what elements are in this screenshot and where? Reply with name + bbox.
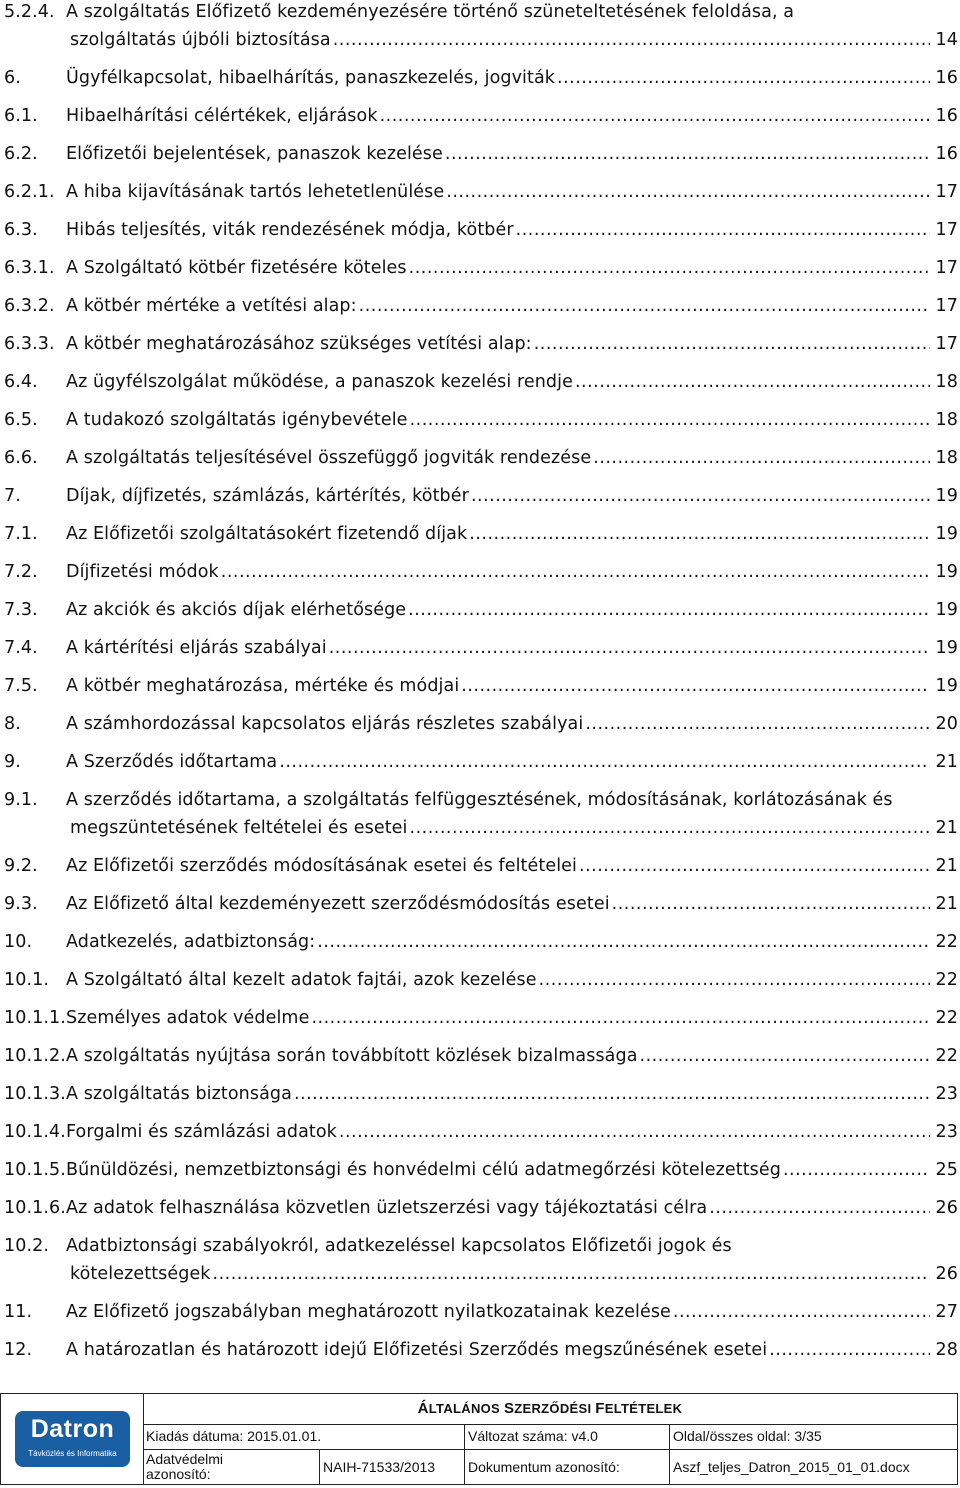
toc-entry-number: 7.2. — [4, 562, 38, 582]
toc-entry-title — [66, 966, 958, 994]
toc-entry-text: Hibás teljesítés, viták rendezésének módja, kötbér — [66, 220, 514, 240]
toc-entry-page: 22 — [935, 1008, 958, 1028]
privacy-id: NAIH-71533/2013 — [320, 1449, 465, 1484]
toc-entry-page: 27 — [935, 1302, 958, 1322]
toc-entry-text: A szolgáltatás teljesítésével összefüggő jogviták rendezése — [66, 448, 592, 468]
dot-leader — [333, 26, 930, 54]
toc-entry-title — [66, 748, 958, 776]
toc-entry-text: A számhordozással kapcsolatos eljárás részletes szabályai — [66, 714, 584, 734]
toc-entry-number: 10.2. — [4, 1236, 50, 1256]
toc-entry-title — [66, 406, 958, 434]
toc-entry-number: 10.1.2. — [4, 1046, 66, 1066]
toc-entry-title — [66, 64, 958, 92]
toc-entry-title — [66, 368, 958, 396]
toc-entry-text: Díjak, díjfizetés, számlázás, kártérítés, kötbér — [66, 486, 469, 506]
toc-entry-text-line: A szerződés időtartama, a szolgáltatás felfüggesztésének, módosításának, korlátozásának és — [66, 790, 893, 810]
dot-leader — [317, 928, 929, 956]
toc-entry-page: 19 — [935, 562, 958, 582]
toc-entry-page: 18 — [935, 410, 958, 430]
toc-entry-text: Ügyfélkapcsolat, hibaelhárítás, panaszkezelés, jogviták — [66, 68, 556, 88]
toc-entry-page: 21 — [935, 752, 958, 772]
toc-entry-title — [66, 596, 958, 624]
toc-entry-number: 9.1. — [4, 790, 38, 810]
footer-row-2 — [143, 1449, 957, 1484]
dot-leader — [445, 140, 930, 168]
toc-entry-page: 21 — [935, 818, 958, 838]
toc-entry-text: A kötbér meghatározásához szükséges vetítési alap: — [66, 334, 532, 354]
toc-entry-text: A Szolgáltató kötbér fizetésére köteles — [66, 258, 407, 278]
dot-leader — [516, 216, 930, 244]
toc-entry-title — [66, 558, 958, 586]
toc-entry-title — [66, 140, 958, 168]
toc-entry-page: 22 — [935, 970, 958, 990]
toc-entry-title — [66, 1194, 958, 1222]
dot-leader — [783, 1156, 930, 1184]
toc-entry-text: Az adatok felhasználása közvetlen üzletszerzési vagy tájékoztatási célra — [66, 1198, 708, 1218]
toc-entry-number: 6.2. — [4, 144, 38, 164]
toc-entry-number: 10.1.5. — [4, 1160, 66, 1180]
toc-entry-number: 10. — [4, 932, 33, 952]
toc-entry-text: Bűnüldözési, nemzetbiztonsági és honvédelmi célú adatmegőrzési kötelezettség — [66, 1160, 781, 1180]
toc-entry-text: Az akciók és akciós díjak elérhetősége — [66, 600, 407, 620]
toc-entry-title — [66, 444, 958, 472]
privacy-label — [143, 1449, 320, 1484]
dot-leader — [471, 482, 930, 510]
toc-entry-text: Az Előfizetői szolgáltatásokért fizetendő díjak — [66, 524, 468, 544]
toc-entry-text: A kötbér mértéke a vetítési alap: — [66, 296, 357, 316]
toc-entry-number: 6.6. — [4, 448, 38, 468]
dot-leader — [339, 1118, 930, 1146]
toc-entry-title — [66, 786, 958, 842]
toc-entry-text: A Szolgáltató által kezelt adatok fajtái, azok kezelése — [66, 970, 537, 990]
toc-entry-page: 22 — [935, 932, 958, 952]
toc-entry-number: 7.1. — [4, 524, 38, 544]
toc-entry-number: 10.1. — [4, 970, 50, 990]
toc-entry-page: 23 — [935, 1084, 958, 1104]
datron-logo — [15, 1411, 130, 1467]
toc-entry-number: 6.2.1. — [4, 182, 55, 202]
toc-entry-page: 17 — [935, 220, 958, 240]
logo-tagline: Távközlés és Informatika — [28, 1449, 117, 1458]
toc-entry-page: 26 — [935, 1198, 958, 1218]
toc-entry-text: Az Előfizetői szerződés módosításának esetei és feltételei — [66, 856, 578, 876]
toc-entry-text: Adatkezelés, adatbiztonság: — [66, 932, 316, 952]
dot-leader — [539, 966, 930, 994]
toc-entry-text: Személyes adatok védelme — [66, 1008, 310, 1028]
toc-entry-number: 6.4. — [4, 372, 38, 392]
dot-leader — [769, 1336, 929, 1364]
dot-leader — [640, 1042, 930, 1070]
dot-leader — [446, 178, 929, 206]
dot-leader — [709, 1194, 929, 1222]
toc-entry-text: kötelezettségek — [70, 1264, 211, 1284]
toc-entry-title — [66, 1118, 958, 1146]
toc-entry-text: A Szerződés időtartama — [66, 752, 278, 772]
toc-entry-number: 9.2. — [4, 856, 38, 876]
toc-entry-number: 7.5. — [4, 676, 38, 696]
toc-entry-title — [66, 482, 958, 510]
toc-entry-number: 6.5. — [4, 410, 38, 430]
toc-entry-page: 18 — [935, 372, 958, 392]
toc-entry-page: 17 — [935, 182, 958, 202]
toc-entry-page: 20 — [935, 714, 958, 734]
toc-entry-title — [66, 672, 958, 700]
logo-brand: Datron — [30, 1415, 115, 1443]
toc-entry-number: 7.4. — [4, 638, 38, 658]
toc-entry-text: megszüntetésének feltételei és esetei — [70, 818, 408, 838]
dot-leader — [221, 558, 930, 586]
toc-entry-text: Hibaelhárítási célértékek, eljárások — [66, 106, 378, 126]
toc-entry-title — [66, 178, 958, 206]
toc-entry-number: 12. — [4, 1340, 33, 1360]
toc-entry-text: A kötbér meghatározása, mértéke és módjai — [66, 676, 460, 696]
issue-date: Kiadás dátuma: 2015.01.01. — [143, 1424, 465, 1449]
toc-entry-number: 9.3. — [4, 894, 38, 914]
dot-leader — [585, 710, 929, 738]
toc-entry-title — [66, 928, 958, 956]
dot-leader — [593, 444, 929, 472]
dot-leader — [311, 1004, 929, 1032]
toc-entry-number: 10.1.4. — [4, 1122, 66, 1142]
dot-leader — [461, 672, 929, 700]
footer-row-1 — [143, 1424, 957, 1450]
toc-entry-text: Forgalmi és számlázási adatok — [66, 1122, 337, 1142]
dot-leader — [294, 1080, 930, 1108]
toc-entry-page: 18 — [935, 448, 958, 468]
toc-entry-page: 23 — [935, 1122, 958, 1142]
toc-entry-title — [66, 254, 958, 282]
toc-entry-number: 11. — [4, 1302, 33, 1322]
toc-entry-page: 16 — [935, 68, 958, 88]
page-footer — [0, 1393, 958, 1485]
toc-entry-number: 10.1.6. — [4, 1198, 66, 1218]
dot-leader — [359, 292, 930, 320]
toc-entry-title — [66, 710, 958, 738]
toc-entry-page: 14 — [935, 30, 958, 50]
toc-entry-title — [66, 216, 958, 244]
page-count: Oldal/összes oldal: 3/35 — [673, 1428, 822, 1444]
document-id: Aszf_teljes_Datron_2015_01_01.docx — [673, 1458, 910, 1475]
document-id-label: Dokumentum azonosító: — [465, 1449, 670, 1484]
dot-leader — [557, 64, 930, 92]
toc-entry-number: 6. — [4, 68, 21, 88]
toc-entry-title — [66, 520, 958, 548]
toc-entry-title — [66, 1004, 958, 1032]
toc-entry-text: A szolgáltatás nyújtása során továbbított közlések bizalmassága — [66, 1046, 638, 1066]
dot-leader — [279, 748, 929, 776]
toc-entry-title — [66, 1080, 958, 1108]
toc-entry-page: 19 — [935, 638, 958, 658]
toc-entry-text: A szolgáltatás biztonsága — [66, 1084, 292, 1104]
toc-entry-text: Előfizetői bejelentések, panaszok kezelése — [66, 144, 443, 164]
toc-entry-page: 16 — [935, 144, 958, 164]
toc-entry-page: 21 — [935, 856, 958, 876]
toc-entry-text: A határozatlan és határozott idejű Előfizetési Szerződés megszűnésének esetei — [66, 1340, 768, 1360]
toc-entry-page: 17 — [935, 334, 958, 354]
dot-leader — [534, 330, 930, 358]
toc-entry-text: Az ügyfélszolgálat működése, a panaszok kezelési rendje — [66, 372, 573, 392]
toc-entry-text: A hiba kijavításának tartós lehetetlenülése — [66, 182, 445, 202]
dot-leader — [213, 1260, 930, 1288]
toc-entry-text: Az Előfizető jogszabályban meghatározott nyilatkozatainak kezelése — [66, 1302, 671, 1322]
toc-entry-page: 19 — [935, 676, 958, 696]
toc-entry-page: 28 — [935, 1340, 958, 1360]
toc-entry-number: 10.1.1. — [4, 1008, 66, 1028]
toc-entry-text: A kártérítési eljárás szabályai — [66, 638, 327, 658]
toc-entry-title — [66, 1042, 958, 1070]
privacy-label-text: Adatvédelmi azonosító: — [146, 1450, 224, 1482]
toc-entry-number: 10.1.3. — [4, 1084, 66, 1104]
toc-entry-title — [66, 634, 958, 662]
toc-entry-page: 19 — [935, 486, 958, 506]
dot-leader — [673, 1298, 930, 1326]
toc-entry-title — [66, 1156, 958, 1184]
toc-entry-number: 6.1. — [4, 106, 38, 126]
toc-entry-number: 8. — [4, 714, 21, 734]
toc-entry-text-line: Adatbiztonsági szabályokról, adatkezeléssel kapcsolatos Előfizetői jogok és — [66, 1236, 732, 1256]
toc-entry-page: 19 — [935, 524, 958, 544]
toc-entry-title — [66, 1298, 958, 1326]
toc-entry-title — [66, 1232, 958, 1288]
dot-leader — [380, 102, 930, 130]
toc-entry-number: 6.3.1. — [4, 258, 55, 278]
version: Változat száma: v4.0 — [465, 1424, 670, 1449]
toc-entry-title — [66, 102, 958, 130]
toc-entry-title — [66, 1336, 958, 1364]
toc-entry-page: 21 — [935, 894, 958, 914]
toc-entry-number: 6.3.3. — [4, 334, 55, 354]
toc-entry-number: 5.2.4. — [4, 2, 55, 22]
footer-title: ÁLTALÁNOS SZERZŐDÉSI FELTÉTELEK — [143, 1394, 957, 1425]
toc-entry-text-line: A szolgáltatás Előfizető kezdeményezésére történő szüneteltetésének feloldása, a — [66, 2, 795, 22]
dot-leader — [408, 596, 929, 624]
dot-leader — [469, 520, 929, 548]
dot-leader — [612, 890, 930, 918]
toc-entry-title — [66, 330, 958, 358]
dot-leader — [409, 254, 930, 282]
toc-entry-text: Díjfizetési módok — [66, 562, 219, 582]
toc-entry-page: 16 — [935, 106, 958, 126]
logo-cell — [1, 1394, 144, 1484]
toc-entry-page: 17 — [935, 296, 958, 316]
toc-entry-page: 19 — [935, 600, 958, 620]
toc-entry-page: 17 — [935, 258, 958, 278]
toc-entry-page: 22 — [935, 1046, 958, 1066]
toc-entry-text: A tudakozó szolgáltatás igénybevétele — [66, 410, 408, 430]
dot-leader — [579, 852, 930, 880]
toc-entry-number: 7. — [4, 486, 21, 506]
toc-entry-title — [66, 0, 958, 54]
toc-entry-number: 6.3. — [4, 220, 38, 240]
dot-leader — [410, 406, 930, 434]
toc-entry-title — [66, 852, 958, 880]
dot-leader — [575, 368, 930, 396]
toc-entry-text: Az Előfizető által kezdeményezett szerződésmódosítás esetei — [66, 894, 610, 914]
toc-entry-title — [66, 890, 958, 918]
dot-leader — [329, 634, 930, 662]
toc-entry-title — [66, 292, 958, 320]
toc-entry-number: 6.3.2. — [4, 296, 55, 316]
toc-entry-page: 25 — [935, 1160, 958, 1180]
toc-entry-page: 26 — [935, 1264, 958, 1284]
toc-entry-text: szolgáltatás újbóli biztosítása — [70, 30, 331, 50]
dot-leader — [410, 814, 930, 842]
toc-entry-number: 9. — [4, 752, 21, 772]
toc-entry-number: 7.3. — [4, 600, 38, 620]
